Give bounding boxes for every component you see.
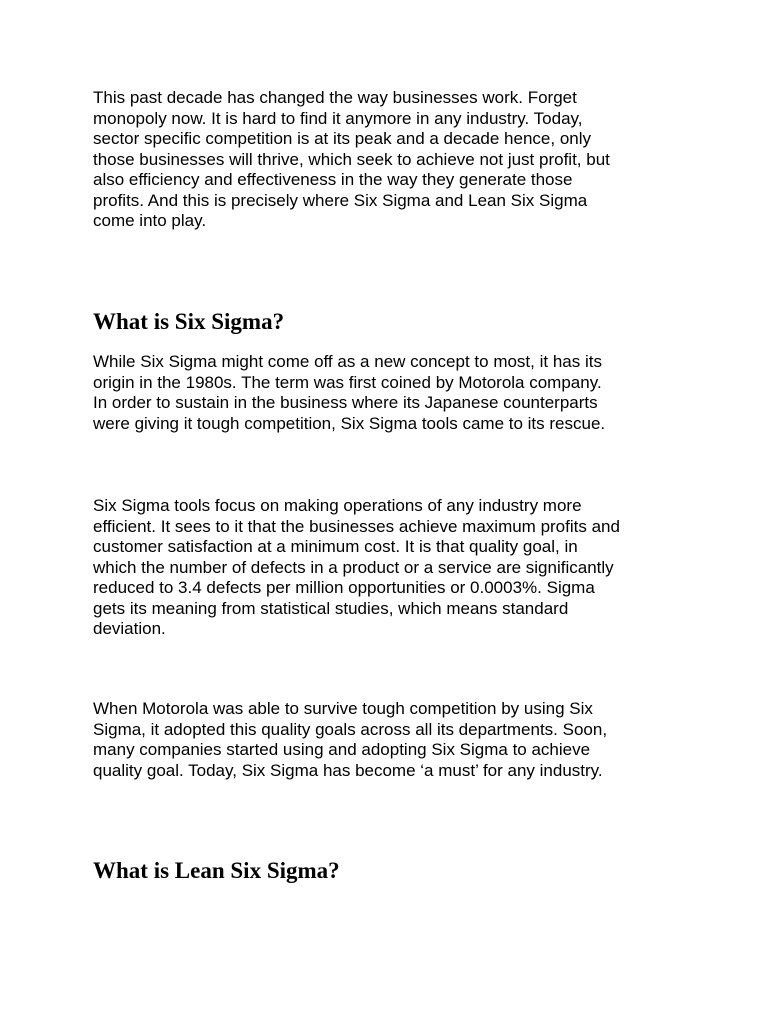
- heading-what-is-six-sigma: What is Six Sigma?: [93, 309, 285, 334]
- intro-paragraph: This past decade has changed the way businesses work. Forget monopoly now. It is hard to find it anymore in any industry. Today, sector specific competition is at its peak and a decade hence, only those businesses will thrive, which seek to achieve not just profit, but also efficiency and effectiveness in the way they generate those profits. And this is precisely where Six Sigma and Lean Six Sigma come into play.: [93, 88, 610, 230]
- motorola-paragraph: When Motorola was able to survive tough competition by using Six Sigma, it adopted this quality goals across all its departments. Soon, many companies started using and adopting Six Sigma to achieve quality goal. Today, Six Sigma has become ‘a must’ for any industry.: [93, 699, 608, 780]
- six-sigma-tools-paragraph: Six Sigma tools focus on making operations of any industry more efficient. It sees to it that the businesses achieve maximum profits and customer satisfaction at a minimum cost. It is that quality goal, in which the number of defects in a product or a service are significantly reduced to 3.4 defects per million opportunities or 0.0003%. Sigma gets its meaning from statistical studies, which means standard deviation.: [93, 496, 620, 638]
- heading-what-is-lean-six-sigma: What is Lean Six Sigma?: [93, 858, 340, 883]
- six-sigma-origin-paragraph: While Six Sigma might come off as a new concept to most, it has its origin in the 1980s. The term was first coined by Motorola company. In order to sustain in the business where its Japanese counterparts were giving it tough competition, Six Sigma tools came to its rescue.: [93, 352, 606, 433]
